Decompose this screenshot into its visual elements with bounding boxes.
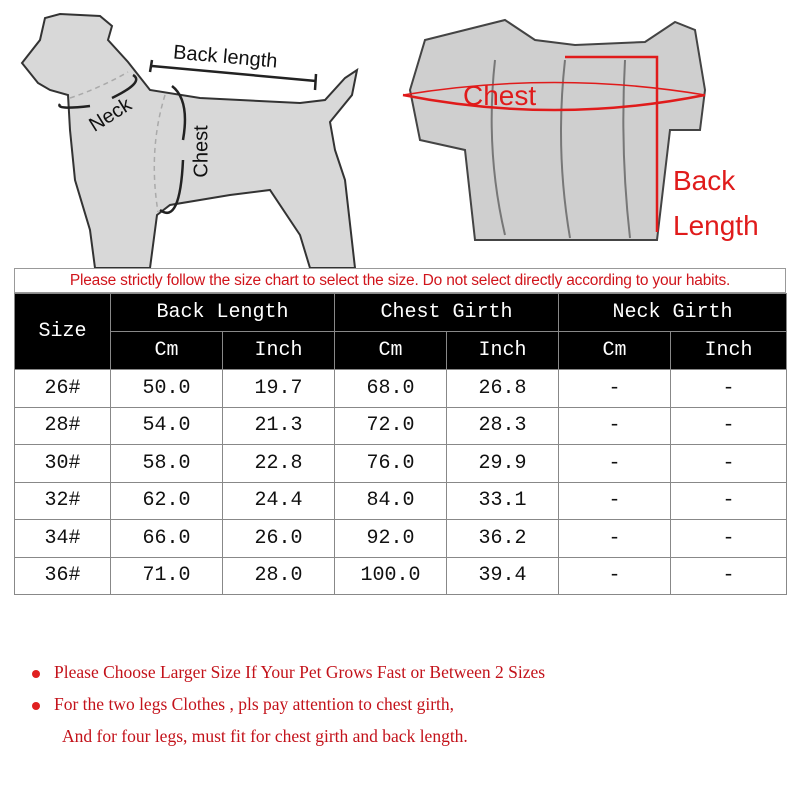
size-cell: 30#	[15, 445, 111, 483]
unit-header-row	[15, 332, 787, 370]
value-cell: 28.3	[447, 407, 559, 445]
value-cell: 39.4	[447, 557, 559, 595]
unit-header: Inch	[223, 332, 335, 370]
value-cell: -	[671, 407, 787, 445]
chest-label: Chest	[190, 125, 213, 178]
size-cell: 26#	[15, 370, 111, 408]
size-header: Size	[15, 294, 111, 370]
value-cell: 22.8	[223, 445, 335, 483]
value-cell: -	[559, 520, 671, 558]
value-cell: 19.7	[223, 370, 335, 408]
value-cell: 68.0	[335, 370, 447, 408]
group-header-row	[15, 294, 787, 332]
value-cell: 29.9	[447, 445, 559, 483]
note-3: And for four legs, must fit for chest girth and back length.	[62, 726, 468, 746]
value-cell: 72.0	[335, 407, 447, 445]
note-text: Please Choose Larger Size If Your Pet Grows Fast or Between 2 Sizes	[54, 662, 546, 682]
size-cell: 34#	[15, 520, 111, 558]
value-cell: -	[671, 557, 787, 595]
jacket-length-label: Length	[673, 210, 759, 241]
neck-girth-header: Neck Girth	[559, 294, 787, 332]
back-length-label: Back length	[172, 41, 279, 73]
jacket-back-label: Back	[673, 165, 736, 196]
unit-header: Inch	[671, 332, 787, 370]
table-row	[15, 482, 787, 520]
size-notice: Please strictly follow the size chart to select the size. Do not select directly according to your habits.	[14, 268, 786, 293]
value-cell: 50.0	[111, 370, 223, 408]
value-cell: 33.1	[447, 482, 559, 520]
chest-girth-header: Chest Girth	[335, 294, 559, 332]
table-row	[15, 557, 787, 595]
value-cell: 36.2	[447, 520, 559, 558]
value-cell: 26.0	[223, 520, 335, 558]
value-cell: -	[671, 482, 787, 520]
table-row	[15, 520, 787, 558]
value-cell: 62.0	[111, 482, 223, 520]
jacket-chest-label: Chest	[463, 80, 537, 111]
table-row	[15, 445, 787, 483]
value-cell: -	[559, 445, 671, 483]
value-cell: 58.0	[111, 445, 223, 483]
neck-label: Neck	[85, 93, 136, 137]
value-cell: 71.0	[111, 557, 223, 595]
table-row	[15, 370, 787, 408]
value-cell: 54.0	[111, 407, 223, 445]
value-cell: 66.0	[111, 520, 223, 558]
value-cell: 21.3	[223, 407, 335, 445]
value-cell: -	[559, 557, 671, 595]
size-cell: 36#	[15, 557, 111, 595]
value-cell: 92.0	[335, 520, 447, 558]
value-cell: -	[559, 370, 671, 408]
value-cell: -	[671, 520, 787, 558]
value-cell: -	[559, 482, 671, 520]
value-cell: 24.4	[223, 482, 335, 520]
note-text: For the two legs Clothes , pls pay attention to chest girth,	[54, 694, 455, 714]
value-cell: 26.8	[447, 370, 559, 408]
size-cell: 32#	[15, 482, 111, 520]
back-length-header: Back Length	[111, 294, 335, 332]
bullet-icon	[32, 670, 40, 678]
note-1	[32, 662, 545, 683]
value-cell: 76.0	[335, 445, 447, 483]
value-cell: 100.0	[335, 557, 447, 595]
value-cell: -	[671, 370, 787, 408]
unit-header: Cm	[335, 332, 447, 370]
bullet-icon	[32, 702, 40, 710]
value-cell: 84.0	[335, 482, 447, 520]
note-2	[32, 694, 454, 715]
unit-header: Cm	[559, 332, 671, 370]
value-cell: -	[671, 445, 787, 483]
table-row	[15, 407, 787, 445]
unit-header: Cm	[111, 332, 223, 370]
size-table	[14, 293, 787, 595]
size-cell: 28#	[15, 407, 111, 445]
value-cell: 28.0	[223, 557, 335, 595]
unit-header: Inch	[447, 332, 559, 370]
value-cell: -	[559, 407, 671, 445]
